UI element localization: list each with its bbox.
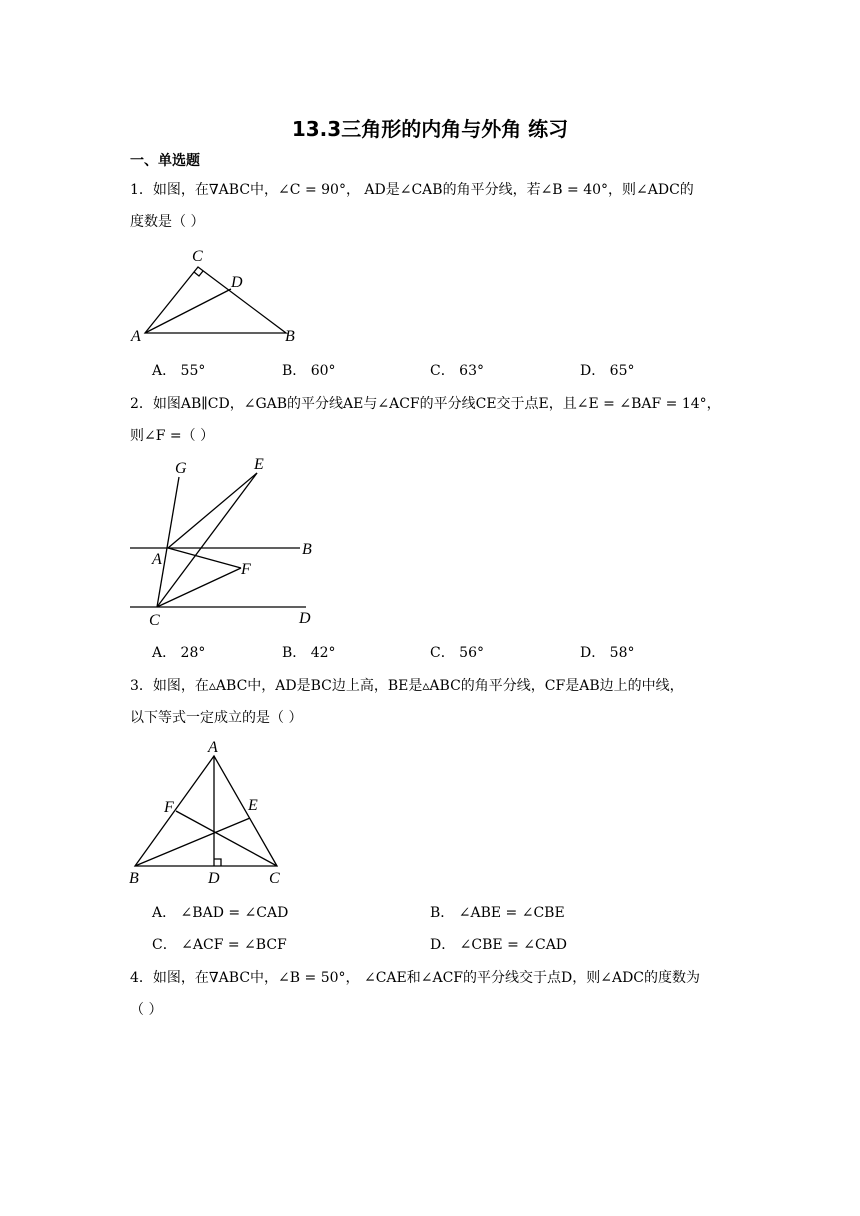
question-1-option-b[interactable]: B． 60° (282, 363, 336, 379)
label-g: G (175, 460, 187, 477)
question-4-line-1: 4．如图，在∇ABC中，∠B = 50°， ∠CAE和∠ACF的平分线交于点D，则∠ADC的度数为 (130, 970, 701, 986)
label-b: B (285, 328, 295, 345)
label-f: F (164, 799, 174, 816)
question-1-option-d[interactable]: D． 65° (580, 363, 635, 379)
label-f: F (241, 561, 251, 578)
question-1-option-c[interactable]: C． 63° (430, 363, 484, 379)
label-a: A (152, 551, 162, 568)
question-1-option-a[interactable]: A． 55° (152, 363, 206, 379)
page-title: 13.3三角形的内角与外角 练习 (291, 117, 569, 141)
label-c: C (192, 248, 203, 265)
question-3-option-c[interactable]: C． ∠ACF = ∠BCF (152, 937, 287, 953)
question-3-figure (126, 738, 296, 888)
label-c: C (149, 612, 160, 629)
question-1-line-1: 1．如图，在∇ABC中，∠C = 90°， AD是∠CAB的角平分线，若∠B = 40°，则∠ADC的 (130, 182, 694, 198)
question-2-line-2: 则∠F =（ ） (130, 428, 215, 444)
label-b: B (129, 870, 139, 887)
segment-cf (157, 568, 241, 607)
label-b: B (302, 541, 312, 558)
question-2-figure (128, 455, 328, 630)
right-angle-mark (194, 271, 203, 276)
segment-ce (157, 473, 257, 607)
question-2-option-c[interactable]: C． 56° (430, 645, 484, 661)
question-1-line-2: 度数是（ ） (130, 214, 205, 230)
label-d: D (231, 274, 243, 291)
segment-af (168, 548, 241, 568)
question-3-option-a[interactable]: A． ∠BAD = ∠CAD (152, 905, 289, 921)
question-3-option-d[interactable]: D． ∠CBE = ∠CAD (430, 937, 568, 953)
section-heading: 一、单选题 (130, 153, 200, 169)
segment-ae (168, 473, 257, 548)
label-e: E (248, 797, 258, 814)
question-2-option-b[interactable]: B． 42° (282, 645, 336, 661)
label-c: C (269, 870, 280, 887)
question-3-line-2: 以下等式一定成立的是（ ） (130, 710, 303, 726)
label-a: A (131, 328, 141, 345)
right-angle-mark (214, 859, 221, 866)
label-e: E (254, 456, 264, 473)
question-2-option-a[interactable]: A． 28° (152, 645, 206, 661)
label-d: D (208, 870, 220, 887)
question-3-line-1: 3．如图，在▵ABC中，AD是BC边上高，BE是▵ABC的角平分线，CF是AB边上的中线， (130, 678, 684, 694)
label-d: D (299, 610, 311, 627)
triangle-abc (145, 267, 286, 333)
question-3-option-b[interactable]: B． ∠ABE = ∠CBE (430, 905, 565, 921)
label-a: A (208, 739, 218, 756)
question-2-option-d[interactable]: D． 58° (580, 645, 635, 661)
question-1-figure (128, 247, 308, 347)
question-2-line-1: 2．如图AB∥CD，∠GAB的平分线AE与∠ACF的平分线CE交于点E，且∠E = ∠BAF = 14°， (130, 396, 721, 412)
segment-ad (145, 289, 231, 333)
question-4-line-2: （ ） (130, 1002, 163, 1018)
